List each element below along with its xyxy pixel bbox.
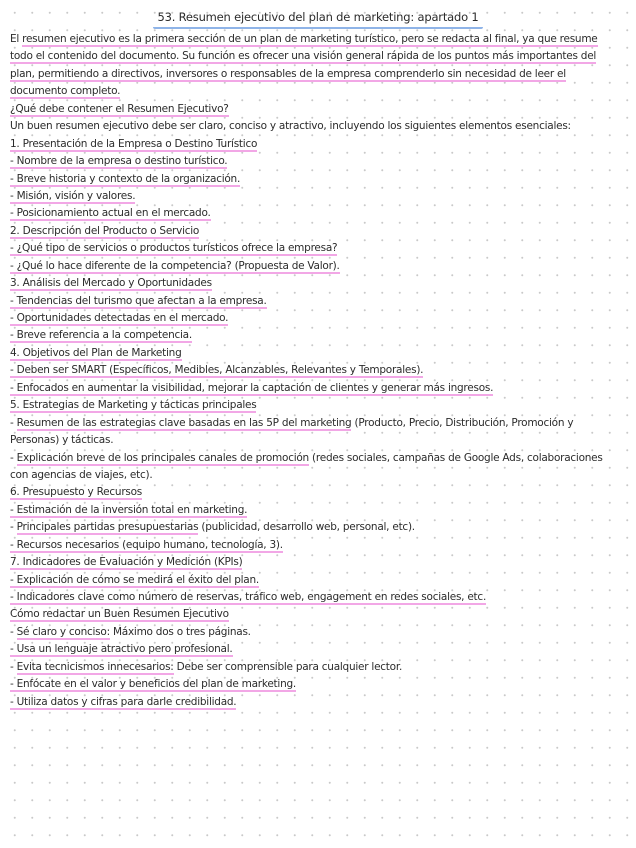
section-heading xyxy=(10,554,626,571)
list-item xyxy=(10,153,626,170)
list-item-text: - Evita tecnicismos innecesarios: Debe ser comprensible para cualquier lector. xyxy=(10,660,403,673)
list-item-text: - Explicación de cómo se medirá el éxito del plan. xyxy=(10,573,259,586)
list-item-text: - Breve referencia a la competencia. xyxy=(10,329,192,342)
intro-line-text: plan, permitiendo a directivos, inversores o responsables de la empresa comprenderlo sin necesidad de leer el xyxy=(10,67,566,80)
section-heading-text: 2. Descripción del Producto o Servicio xyxy=(10,224,200,237)
list-item-text: - Nombre de la empresa o destino turístico. xyxy=(10,155,228,168)
list-item xyxy=(10,572,626,589)
intro-line xyxy=(10,31,626,48)
section-heading xyxy=(10,223,626,240)
intro-line-text: documento completo. xyxy=(10,85,121,98)
list-item-text: - Oportunidades detectadas en el mercado. xyxy=(10,312,229,324)
section-heading xyxy=(10,136,626,153)
page-title-row xyxy=(0,9,636,29)
list-item xyxy=(10,450,626,467)
intro-line xyxy=(10,83,626,100)
intro-line xyxy=(10,48,626,65)
list-item xyxy=(10,467,626,484)
list-item xyxy=(10,589,626,606)
list-item xyxy=(10,380,626,397)
intro-line-text: todo el contenido del documento. Su función es ofrecer una visión general rápida de los puntos más importantes del xyxy=(10,50,597,63)
section-question-text: ¿Qué debe contener el Resumen Ejecutivo? xyxy=(10,102,229,115)
list-item xyxy=(10,537,626,554)
list-item xyxy=(10,188,626,205)
section-heading-text: 4. Objetivos del Plan de Marketing xyxy=(10,346,182,359)
section-heading xyxy=(10,397,626,414)
list-item xyxy=(10,258,626,275)
section-heading-text: 7. Indicadores de Evaluación y Medición (KPIs) xyxy=(10,556,243,569)
list-item xyxy=(10,624,626,641)
section-heading xyxy=(10,484,626,501)
section-heading-text: 1. Presentación de la Empresa o Destino Turístico xyxy=(10,137,258,150)
notes-content xyxy=(10,31,626,711)
list-item xyxy=(10,240,626,257)
list-item-text: - Usa un lenguaje atractivo pero profesional. xyxy=(10,643,233,656)
section-heading-text: 5. Estrategias de Marketing y tácticas principales xyxy=(10,399,257,412)
list-item-text: - Resumen de las estrategias clave basadas en las 5P del marketing (Producto, Precio, Distribución, Promoción y xyxy=(10,416,574,429)
section-heading-text: 6. Presupuesto y Recursos xyxy=(10,486,142,499)
list-item-text: - Tendencias del turismo que afectan a la empresa. xyxy=(10,294,267,307)
section-heading xyxy=(10,275,626,292)
list-item-text: - Breve historia y contexto de la organización. xyxy=(10,172,241,185)
list-item xyxy=(10,432,626,449)
list-item-text: - Enfócate en el valor y beneficios del plan de marketing. xyxy=(10,678,296,691)
list-item-text: - Posicionamiento actual en el mercado. xyxy=(10,207,211,220)
list-item xyxy=(10,293,626,310)
list-item-text: - ¿Qué tipo de servicios o productos turísticos ofrece la empresa? xyxy=(10,242,338,255)
list-item-text: - Indicadores clave como número de reservas, tráfico web, engagement en redes sociales, etc. xyxy=(10,591,487,603)
list-item xyxy=(10,362,626,379)
list-item-text: - Recursos necesarios (equipo humano, tecnología, 3). xyxy=(10,538,283,551)
list-item-text: - Deben ser SMART (Específicos, Medibles, Alcanzables, Relevantes y Temporales). xyxy=(10,364,424,377)
section-heading-text: 3. Análisis del Mercado y Oportunidades xyxy=(10,277,212,290)
list-item xyxy=(10,659,626,676)
list-item-text: - Sé claro y conciso: Máximo dos o tres páginas. xyxy=(10,625,251,638)
list-item xyxy=(10,327,626,344)
list-item-text: Personas) y tácticas. xyxy=(10,434,114,447)
section-question xyxy=(10,101,626,118)
list-item xyxy=(10,502,626,519)
list-item-text: - Estimación de la inversión total en marketing. xyxy=(10,503,248,516)
list-item xyxy=(10,676,626,693)
list-item xyxy=(10,415,626,432)
list-item-text: - Utiliza datos y cifras para darle credibilidad. xyxy=(10,695,237,708)
list-item-text: - Misión, visión y valores. xyxy=(10,189,136,202)
list-item xyxy=(10,310,626,327)
section-heading xyxy=(10,606,626,623)
list-item xyxy=(10,205,626,222)
list-item xyxy=(10,171,626,188)
section-heading xyxy=(10,345,626,362)
list-item xyxy=(10,519,626,536)
list-item xyxy=(10,641,626,658)
list-item-text: - Enfocados en aumentar la visibilidad, mejorar la captación de clientes y generar más ingresos. xyxy=(10,381,494,394)
section-heading-text: Cómo redactar un Buen Resumen Ejecutivo xyxy=(10,608,229,621)
section-lead-text: Un buen resumen ejecutivo debe ser claro, conciso y atractivo, incluyendo los siguientes elementos esenciales: xyxy=(10,120,571,133)
list-item xyxy=(10,694,626,711)
list-item-text: con agencias de viajes, etc). xyxy=(10,468,153,481)
intro-line xyxy=(10,66,626,83)
page-title: 53. Resumen ejecutivo del plan de marketing: apartado 1 xyxy=(153,9,482,29)
list-item-text: - Explicación breve de los principales canales de promoción (redes sociales, campañas de Google Ads, colaboraciones xyxy=(10,451,603,464)
section-lead xyxy=(10,118,626,135)
intro-line-text: El resumen ejecutivo es la primera sección de un plan de marketing turístico, pero se redacta al final, ya que resume xyxy=(10,33,598,45)
list-item-text: - ¿Qué lo hace diferente de la competencia? (Propuesta de Valor). xyxy=(10,259,340,272)
list-item-text: - Principales partidas presupuestarias (publicidad, desarrollo web, personal, etc). xyxy=(10,521,415,534)
